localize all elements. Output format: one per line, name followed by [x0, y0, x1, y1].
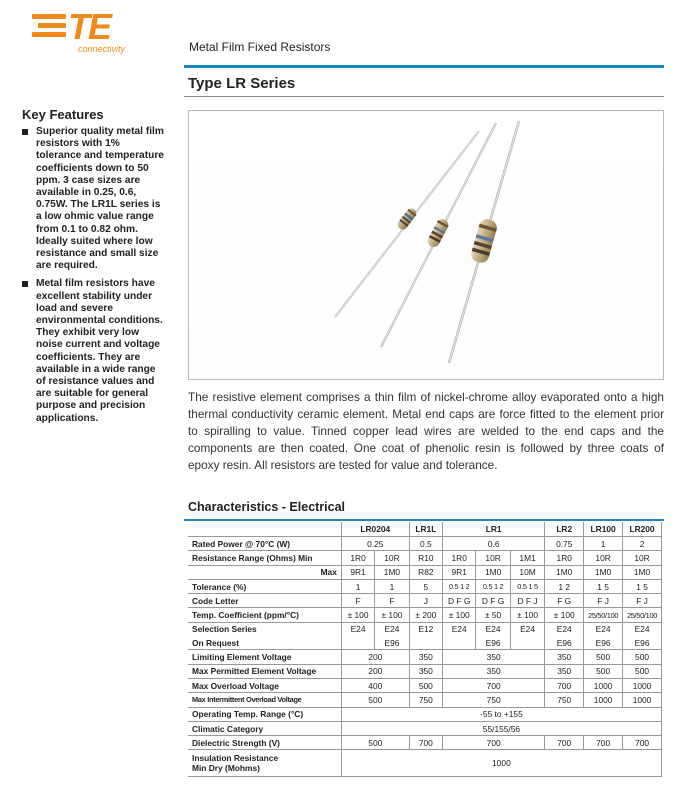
header-lr1l: LR1L: [409, 522, 442, 537]
table-row: Dielectric Strength (V) 500 700 700 700 700 700: [188, 736, 662, 750]
header-lr1: LR1: [443, 522, 545, 537]
table-row: Max Overload Voltage 400 500 700 700 1000 1000: [188, 678, 662, 692]
header-lr2: LR2: [545, 522, 584, 537]
table-row: Max Permitted Element Voltage 200 350 350 350 500 500: [188, 664, 662, 678]
characteristics-title: Characteristics - Electrical: [188, 500, 346, 514]
table-row: Climatic Category 55/155/56: [188, 721, 662, 735]
key-features-list: [22, 126, 167, 431]
te-connectivity-logo: [30, 8, 140, 54]
insulation-label-line2: Min Dry (Mohms): [192, 763, 260, 774]
table-row: Operating Temp. Range (°C) -55 to +155: [188, 707, 662, 721]
table-row: Resistance Range (Ohms) Min 1R0 10R R10 1R0 10R 1M1 1R0 10R 10R: [188, 551, 662, 565]
key-feature-item: Superior quality metal film resistors with 1% tolerance and temperature coefficients down to 50 ppm. 3 case sizes are available in 0.25, 0.6, 0.75W. The LR1L series is a low ohmic value range from 0.1 to 0.82 ohm. Ideally suited where low resistance and small size are required.: [22, 126, 167, 272]
table-row: Temp. Coefficient (ppm/°C) ± 100 ± 100 ± 200 ± 100 ± 50 ± 100 ± 100 25/50/100 25/50/100: [188, 608, 662, 622]
series-title: Type LR Series: [188, 75, 296, 92]
table-header-row: [188, 522, 662, 537]
key-features-title: Key Features: [22, 107, 104, 122]
key-feature-item: Metal film resistors have excellent stability under load and severe environmental conditions. They exhibit very low noise current and voltage coefficients. They are available in a wide range of resistance values and are suitable for general purpose and precision applications.: [22, 278, 167, 424]
header-rule: [184, 65, 664, 68]
logo-subtext: connectivity: [78, 44, 126, 54]
product-photo: [188, 110, 664, 380]
description-paragraph: The resistive element comprises a thin film of nickel-chrome alloy evaporated onto a high thermal conductivity ceramic element. Metal end caps are force fitted to the element prior to spiralling to value. Tinned copper lead wires are welded to the end caps and the components are then coated. One coat of phenolic resin is followed by three coats of epoxy resin. All resistors are tested for value and tolerance.: [188, 390, 664, 472]
table-row: Max 9R1 1M0 R82 9R1 1M0 10M 1M0 1M0 1M0: [188, 565, 662, 579]
header-lr0204: LR0204: [341, 522, 409, 537]
header-lr100: LR100: [584, 522, 623, 537]
resistors-illustration: [189, 111, 663, 379]
table-row: Code Letter F F J D F G D F G D F J F G F J F J: [188, 594, 662, 608]
document-title: Metal Film Fixed Resistors: [189, 40, 331, 54]
resistor-small-icon: [335, 131, 479, 317]
table-row: Limiting Element Voltage 200 350 350 350 500 500: [188, 650, 662, 664]
table-row: Insulation Resistance Min Dry (Mohms) 1000: [188, 750, 662, 777]
header-lr200: LR200: [623, 522, 662, 537]
characteristics-table: [188, 522, 662, 777]
insulation-label-line1: Insulation Resistance: [192, 753, 279, 764]
logo-bars: [30, 14, 66, 41]
table-row: Tolerance (%) 1 1 5 0.5 1 2 0.5 1 2 0.5 1 5 1 2 1 5 1 5: [188, 579, 662, 593]
table-row: Selection Series E24 E24 E12 E24 E24 E24 E24 E24 E24: [188, 622, 662, 636]
bullet-square-icon: [22, 281, 28, 287]
series-rule: [184, 96, 664, 97]
logo-text: TE: [68, 6, 111, 47]
bullet-square-icon: [22, 129, 28, 135]
table-row: Rated Power @ 70°C (W) 0.25 0.5 0.6 0.75 1 2: [188, 537, 662, 551]
table-row: On Request E96 E96 E96 E96 E96: [188, 636, 662, 650]
characteristics-rule: [184, 519, 664, 521]
table-row: Max Intermittent Overload Voltage 500 750 750 750 1000 1000: [188, 693, 662, 707]
